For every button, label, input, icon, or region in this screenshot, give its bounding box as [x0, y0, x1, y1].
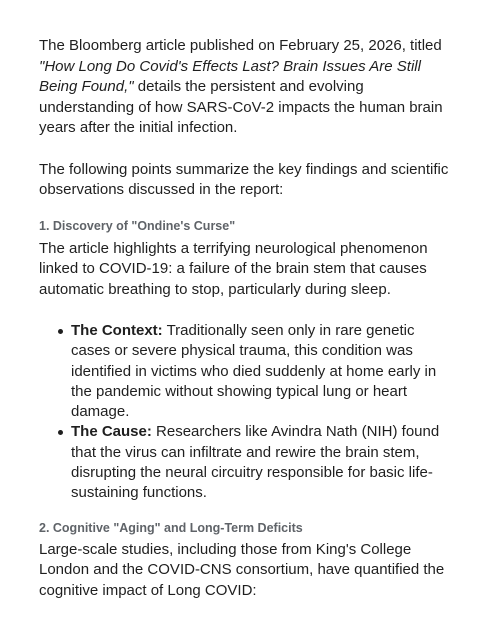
summary-line: The following points summarize the key findings and scientific observations discussed in the report:: [39, 160, 449, 198]
intro-suffix: details the persistent and evolving understanding of how SARS-CoV-2 impacts the human brain years after the initial infection.: [39, 78, 443, 136]
intro-prefix: The Bloomberg article published on February 25, 2026, titled: [39, 37, 442, 54]
section-heading-cognitive-aging: 2. Cognitive "Aging" and Long-Term Deficits: [39, 520, 303, 535]
section-body-ondines-curse: The article highlights a terrifying neurological phenomenon linked to COVID-19: a failure of the brain stem that causes automatic breathing to stop, particularly during sleep.: [39, 239, 428, 298]
bullet-dot-icon: [58, 430, 63, 435]
bullet-term: The Context:: [71, 322, 163, 339]
bullet-text: Traditionally seen only in rare genetic cases or severe physical trauma, this condition was identified in victims who died suddenly at home early in the pandemic without showing typical lung or heart damage.: [71, 322, 437, 421]
section-heading-ondines-curse: 1. Discovery of "Ondine's Curse": [39, 218, 236, 233]
bullet-item-cause: [71, 422, 453, 503]
bullet-dot-icon: [58, 329, 63, 334]
bullet-item-context: [71, 321, 453, 422]
bullet-term: The Cause:: [71, 423, 152, 441]
bullet-list: [39, 321, 453, 504]
bullet-text: Researchers like Avindra Nath (NIH) found that the virus can infiltrate and rewire the brain stem, disrupting the neural circuitry responsible for basic life-sustaining functions.: [71, 423, 440, 502]
intro-paragraph: [39, 36, 453, 139]
section-body-cognitive-aging: Large-scale studies, including those from King's College London and the COVID-CNS consortium, have quantified the cognitive impact of Long COVID:: [39, 540, 445, 599]
article-title: "How Long Do Covid's Effects Last? Brain Issues Are Still Being Found,": [39, 57, 421, 95]
